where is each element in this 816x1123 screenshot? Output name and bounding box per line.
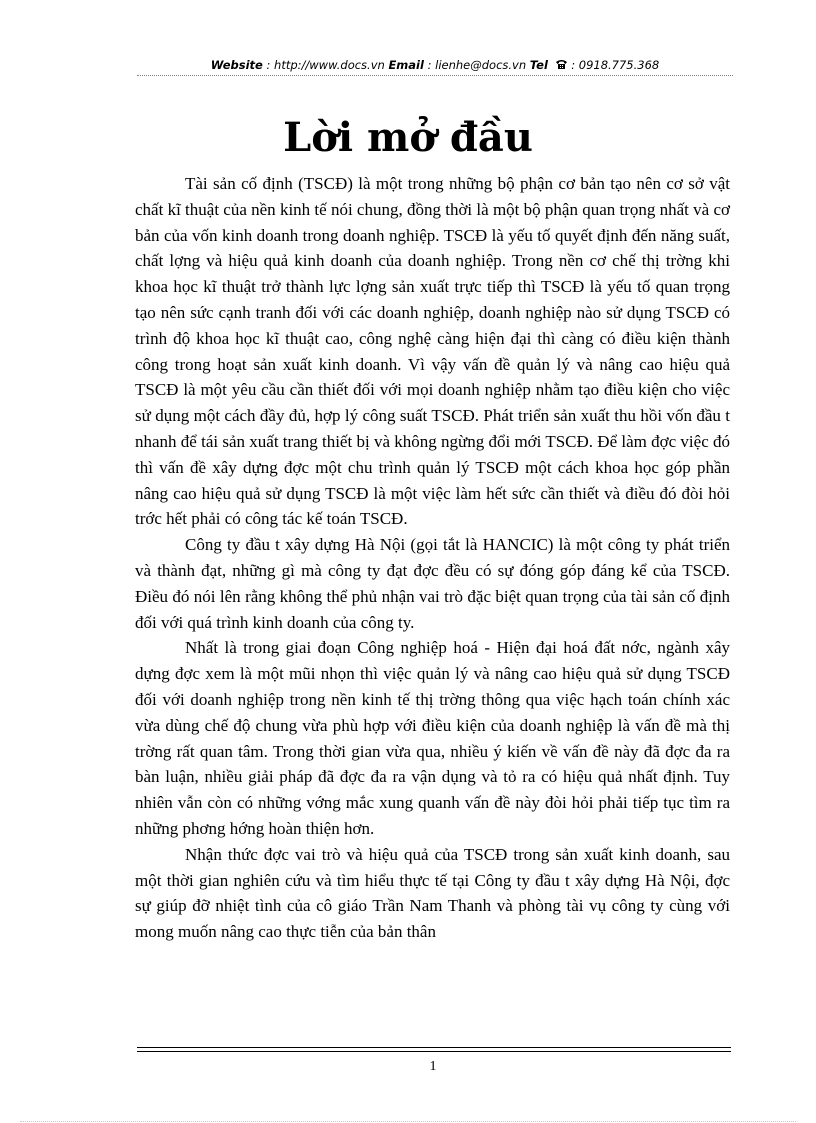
- page-number: 1: [429, 1059, 437, 1074]
- website-value: : http://www.docs.vn: [262, 58, 389, 72]
- website-label: Website: [210, 58, 263, 72]
- tel-value: : 0918.775.368: [567, 58, 660, 72]
- paragraph-1: Tài sản cố định (TSCĐ) là một trong những bộ phận cơ bản tạo nên cơ sở vật chất kĩ thuật của nền kinh tế nói chung, đồng thời là một bộ phận quan trọng nhất và cơ bản của vốn kinh doanh trong doanh nghiệp. TSCĐ là yếu tố quyết định đến năng suất, chất lợng và hiệu quả kinh doanh của doanh nghiệp. Trong nền cơ chế thị trờng khi khoa học kĩ thuật trở thành lực lợng sản xuất trực tiếp thì TSCĐ là yếu tố quan trọng tạo nên sức cạnh tranh đối với các doanh nghiệp, doanh nghiệp nào sử dụng TSCĐ có trình độ khoa học kĩ thuật cao, công nghệ càng hiện đại thì càng có điều kiện thành công trong hoạt sản xuất kinh doanh. Vì vậy vấn đề quản lý và nâng cao hiệu quả TSCĐ là một yêu cầu cần thiết đối với mọi doanh nghiệp nhằm tạo điều kiện cho việc sử dụng một cách đầy đủ, hợp lý công suất TSCĐ. Phát triển sản xuất thu hồi vốn đầu t nhanh để tái sản xuất trang thiết bị và không ngừng đổi mới TSCĐ. Để làm đợc việc đó thì vấn đề xây dựng đợc một chu trình quản lý TSCĐ một cách khoa học góp phần nâng cao hiệu quả sử dụng TSCĐ là một việc làm hết sức cần thiết và điều đó đòi hỏi trớc hết phải có công tác kế toán TSCĐ.: [135, 174, 730, 529]
- page-header: [137, 57, 733, 73]
- footer-rule-top: [137, 1047, 731, 1048]
- paragraph-3: Nhất là trong giai đoạn Công nghiệp hoá - Hiện đại hoá đất nớc, ngành xây dựng đợc xem là một mũi nhọn thì việc quản lý và nâng cao hiệu quả sử dụng TSCĐ đối với doanh nghiệp trong nền kinh tế thị trờng thông qua việc hạch toán chính xác vừa dùng chế độ chung vừa phù hợp với điều kiện của doanh nghiệp là vấn đề mà thị trờng rất quan tâm. Trong thời gian vừa qua, nhiều ý kiến về vấn đề này đã đợc đa ra bàn luận, nhiều giải pháp đã đợc đa ra vận dụng và tỏ ra có hiệu quả nhất định. Tuy nhiên vẫn còn có những vớng mắc xung quanh vấn đề này đòi hỏi phải tiếp tục tìm ra những phơng hớng hoàn thiện hơn.: [135, 638, 730, 838]
- footer-rule-bottom: [137, 1051, 731, 1052]
- paragraph-4: Nhận thức đợc vai trò và hiệu quả của TSCĐ trong sản xuất kinh doanh, sau một thời gian nghiên cứu và tìm hiểu thực tế tại Công ty đầu t xây dựng Hà Nội, đợc sự giúp đỡ nhiệt tình của cô giáo Trần Nam Thanh và phòng tài vụ công ty cùng với mong muốn nâng cao thực tiễn của bản thân: [135, 844, 730, 942]
- tel-label: Tel: [529, 58, 548, 72]
- page-bottom-border: [20, 1121, 796, 1122]
- email-value: : lienhe@docs.vn: [423, 58, 530, 72]
- document-body: [135, 171, 730, 945]
- document-title: Lời mở đầu: [283, 114, 533, 161]
- paragraph-2: Công ty đầu t xây dựng Hà Nội (gọi tắt là HANCIC) là một công ty phát triển và thành đạt, những gì mà công ty đạt đợc đều có sự đóng góp đáng kể của TSCĐ. Điều đó nói lên rằng không thể phủ nhận vai trò đặc biệt quan trọng của tài sản cố định đối với quá trình kinh doanh của công ty.: [135, 535, 730, 632]
- email-label: Email: [388, 58, 424, 72]
- telephone-icon: [555, 59, 568, 70]
- header-divider: [137, 75, 733, 76]
